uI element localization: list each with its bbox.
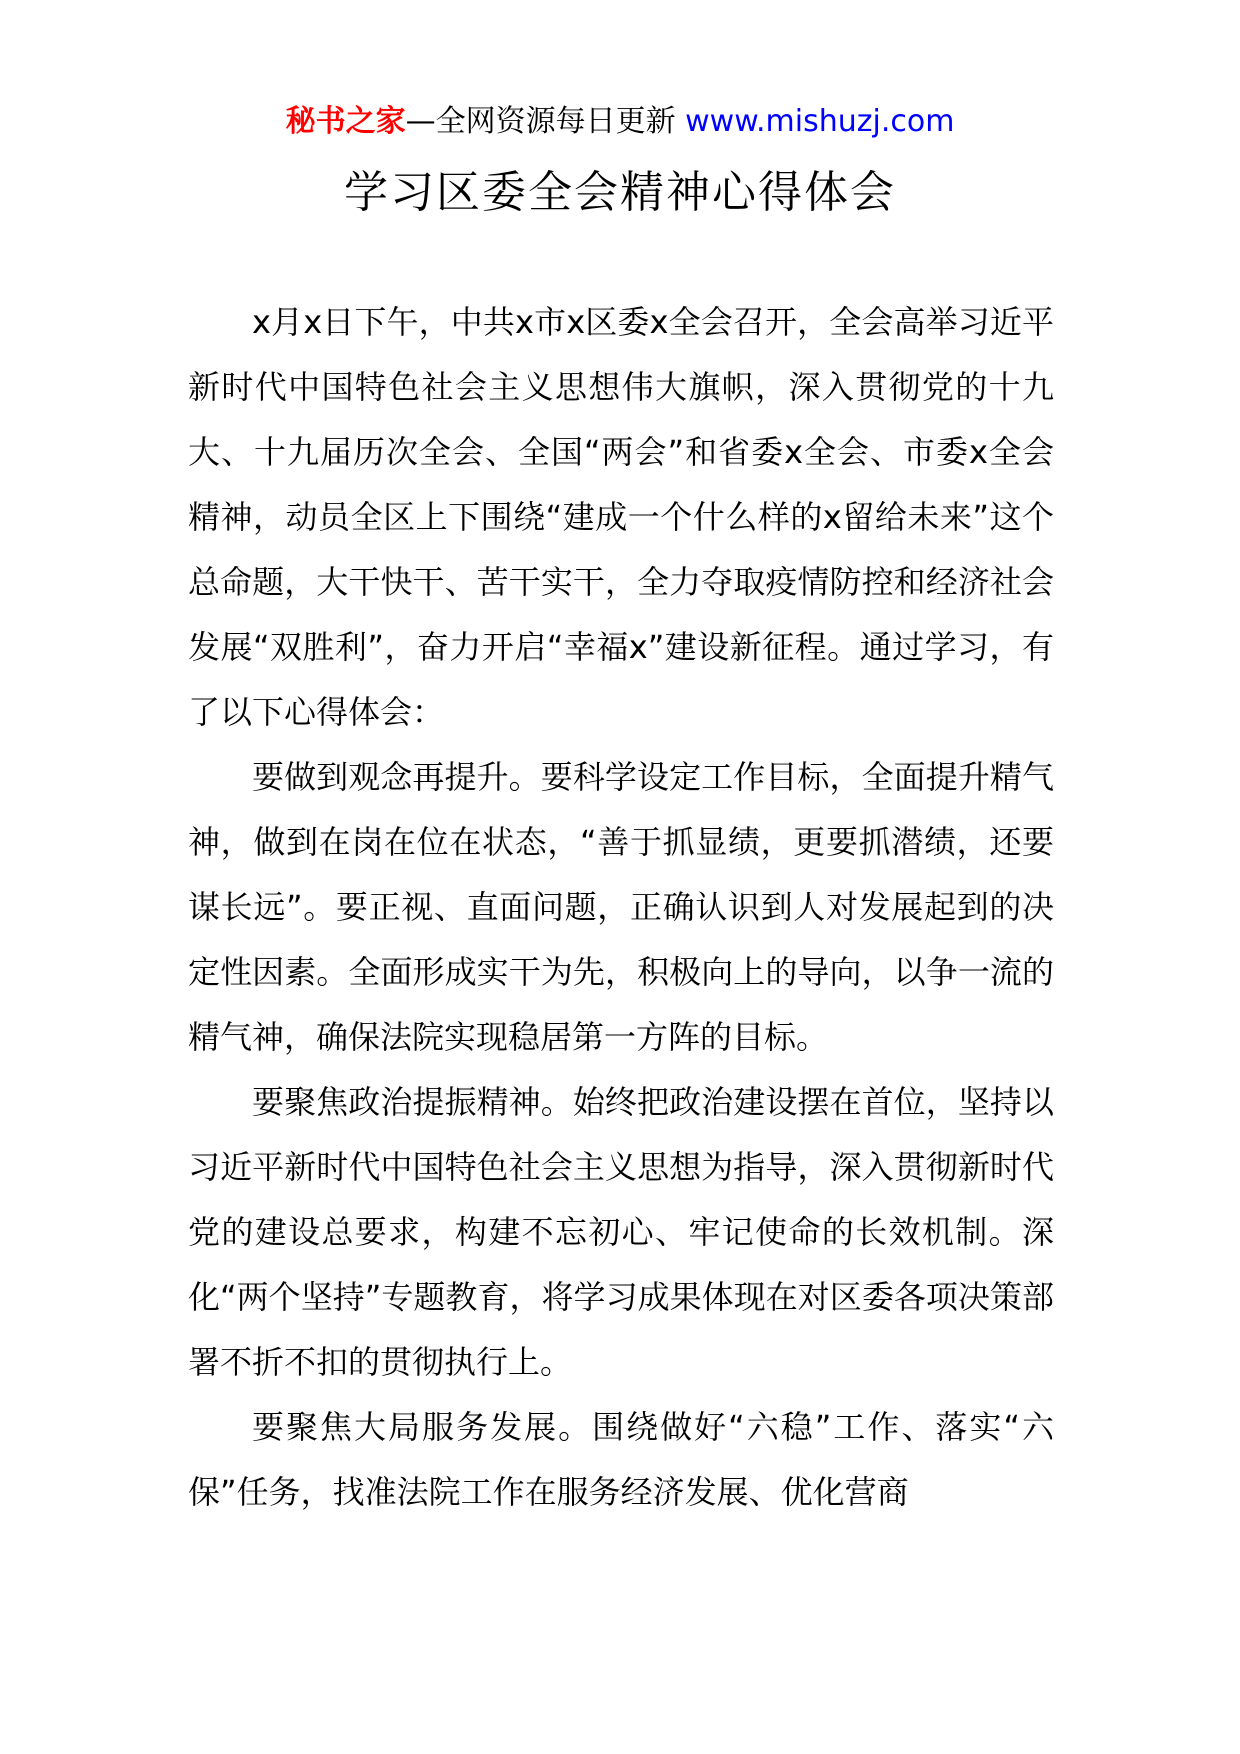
site-slogan: —全网资源每日更新	[405, 104, 676, 139]
document-body	[188, 290, 1054, 1525]
paragraph-intro: x月x日下午，中共x市x区委x全会召开，全会高举习近平新时代中国特色社会主义思想伟大旗帜，深入贯彻党的十九大、十九届历次全会、全国“两会”和省委x全会、市委x全会精神，动员全区上下围绕“建成一个什么样的x留给未来”这个总命题，大干快干、苦干实干，全力夺取疫情防控和经济社会发展“双胜利”，奋力开启“幸福x”建设新征程。通过学习，有了以下心得体会：	[188, 303, 1054, 731]
site-url-link[interactable]: www.mishuzj.com	[685, 104, 955, 139]
site-header	[0, 100, 1240, 144]
document-title: 学习区委全会精神心得体会	[344, 167, 896, 218]
paragraph-overall-service: 要聚焦大局服务发展。围绕做好“六稳”工作、落实“六保”任务，找准法院工作在服务经济发展、优化营商	[188, 1408, 1054, 1511]
site-brand: 秘书之家	[285, 104, 406, 139]
paragraph-concept-upgrade: 要做到观念再提升。要科学设定工作目标，全面提升精气神，做到在岗在位在状态，“善于抓显绩，更要抓潜绩，还要谋长远”。要正视、直面问题，正确认识到人对发展起到的决定性因素。全面形成实干为先，积极向上的导向，以争一流的精气神，确保法院实现稳居第一方阵的目标。	[188, 758, 1054, 1056]
paragraph-political-focus: 要聚焦政治提振精神。始终把政治建设摆在首位，坚持以习近平新时代中国特色社会主义思想为指导，深入贯彻新时代党的建设总要求，构建不忘初心、牢记使命的长效机制。深化“两个坚持”专题教育，将学习成果体现在对区委各项决策部署不折不扣的贯彻执行上。	[188, 1083, 1054, 1381]
